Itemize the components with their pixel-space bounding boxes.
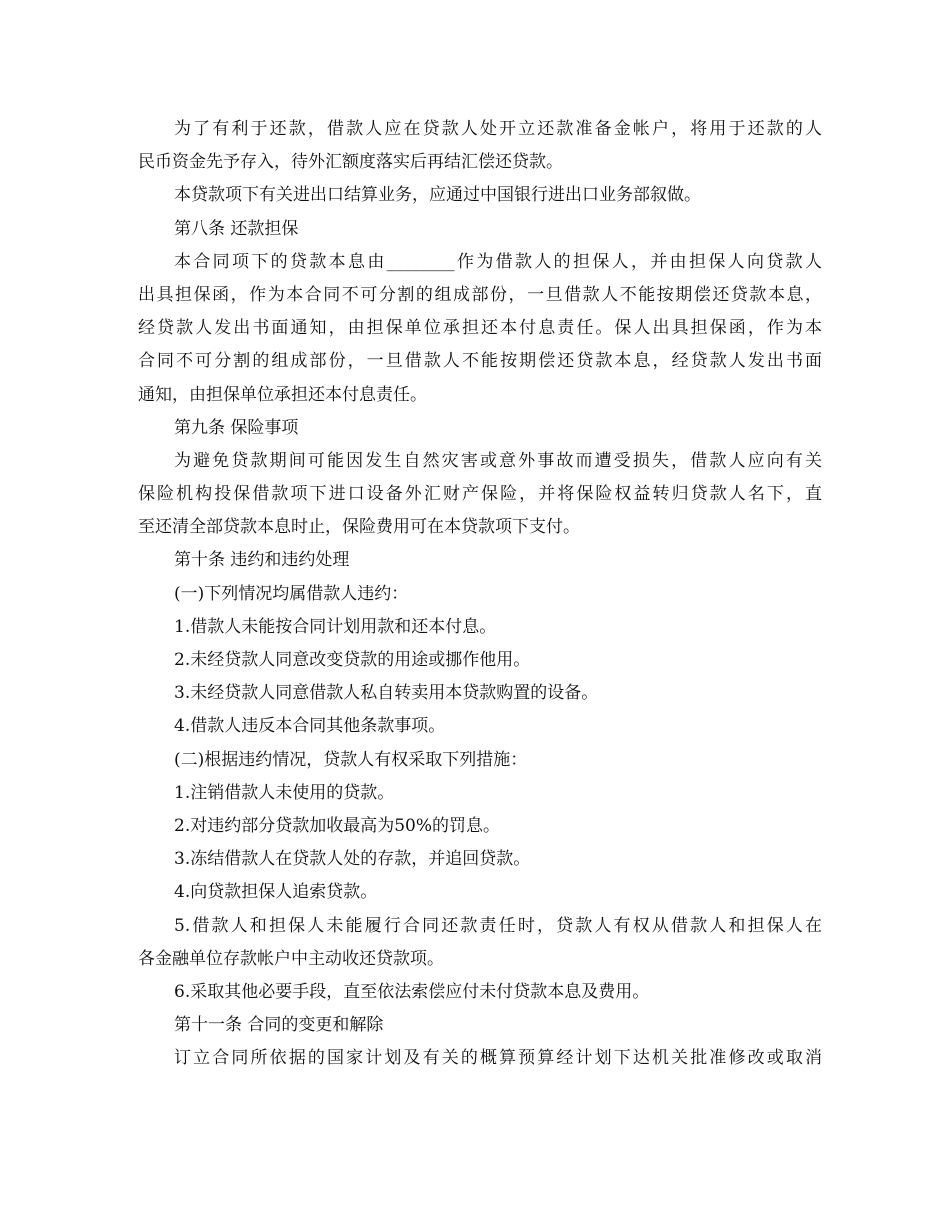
text-line: 第八条 还款担保 xyxy=(174,218,299,239)
text-line: 4.借款人违反本合同其他条款事项。 xyxy=(174,716,446,737)
text-line: (二)根据违约情况，贷款人有权采取下列措施： xyxy=(174,749,528,770)
text-line: 各金融单位存款帐户中主动收还贷款项。 xyxy=(138,948,444,969)
text-line: 本合同项下的贷款本息由________作为借款人的担保人，并由担保人向贷款人 xyxy=(174,251,822,272)
text-line: 保险机构投保借款项下进口设备外汇财产保险，并将保险权益转归贷款人名下，直 xyxy=(138,484,822,505)
text-line: 合同不可分割的组成部份，一旦借款人不能按期偿还贷款本息，经贷款人发出书面 xyxy=(138,351,822,372)
text-line: 第十条 违约和违约处理 xyxy=(174,550,350,571)
text-line: 至还清全部贷款本息时止，保险费用可在本贷款项下支付。 xyxy=(138,517,580,538)
text-line: 1.借款人未能按合同计划用款和还本付息。 xyxy=(174,616,497,637)
text-line: 民币资金先予存入，待外汇额度落实后再结汇偿还贷款。 xyxy=(138,152,563,173)
text-line: 2.未经贷款人同意改变贷款的用途或挪作他用。 xyxy=(174,650,531,670)
text-line: 通知，由担保单位承担还本付息责任。 xyxy=(138,384,427,405)
text-line: 本贷款项下有关进出口结算业务，应通过中国银行进出口业务部叙做。 xyxy=(174,185,701,206)
text-line: 6.采取其他必要手段，直至依法索偿应付未付贷款本息及费用。 xyxy=(174,981,650,1002)
text-line: 2.对违约部分贷款加收最高为50%的罚息。 xyxy=(174,815,501,836)
text-line: 订立合同所依据的国家计划及有关的概算预算经计划下达机关批准修改或取消 xyxy=(174,1048,822,1069)
text-line: 5.借款人和担保人未能履行合同还款责任时，贷款人有权从借款人和担保人在 xyxy=(174,915,822,936)
text-line: 为避免贷款期间可能因发生自然灾害或意外事故而遭受损失，借款人应向有关 xyxy=(174,450,822,471)
text-line: 第十一条 合同的变更和解除 xyxy=(174,1015,384,1036)
text-line: 4.向贷款担保人追索贷款。 xyxy=(174,882,378,903)
text-line: 出具担保函，作为本合同不可分割的组成部份，一旦借款人不能按期偿还贷款本息， xyxy=(138,284,822,305)
text-line: 1.注销借款人未使用的贷款。 xyxy=(174,782,395,803)
text-line: 经贷款人发出书面通知，由担保单位承担还本付息责任。保人出具担保函，作为本 xyxy=(138,318,822,339)
text-line: 为了有利于还款，借款人应在贷款人处开立还款准备金帐户，将用于还款的人 xyxy=(174,119,822,139)
text-line: 3.冻结借款人在贷款人处的存款，并追回贷款。 xyxy=(174,849,531,870)
text-line: (一)下列情况均属借款人违约： xyxy=(174,583,409,604)
document-page xyxy=(138,113,822,1075)
text-line: 3.未经贷款人同意借款人私自转卖用本贷款购置的设备。 xyxy=(174,683,599,704)
text-line: 第九条 保险事项 xyxy=(174,417,299,438)
